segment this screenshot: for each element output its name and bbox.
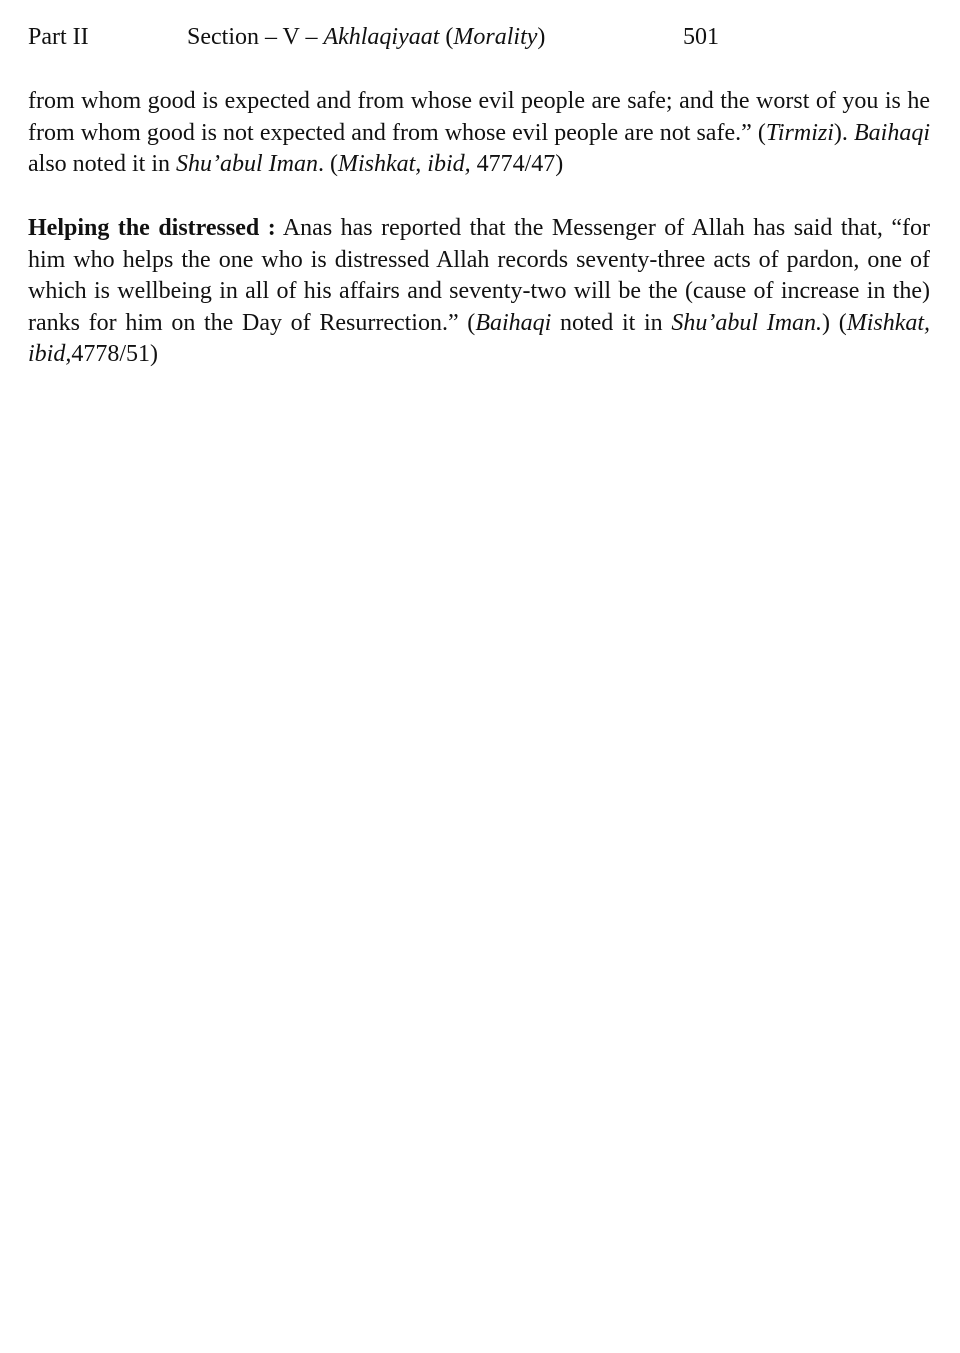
p1-text-d: . ( — [317, 151, 338, 177]
header-sub-close: ) — [537, 24, 546, 50]
header-section — [187, 22, 545, 52]
p2-text-c: ) ( — [822, 309, 847, 336]
header-sub-open: ( — [439, 24, 454, 50]
p2-text-d: 4778/51) — [71, 341, 159, 367]
header-section-title: Akhlaqiyaat — [323, 24, 440, 50]
paragraph-1 — [28, 86, 930, 181]
p1-text-e: 4774/47) — [470, 151, 564, 177]
running-header — [28, 22, 932, 52]
p1-cite-mishkat: Mishkat, ibid, — [337, 151, 471, 177]
p2-cite-mishkat: Mishkat, ibid, — [28, 309, 931, 367]
p2-cite-baihaqi: Baihaqi — [475, 309, 552, 336]
p2-heading: Helping the distressed : — [28, 215, 276, 241]
page-number: 501 — [683, 24, 719, 50]
header-part: Part II — [28, 24, 89, 50]
p2-cite-shuabul: Shu’abul Iman. — [671, 309, 823, 336]
paragraph-2 — [28, 213, 930, 371]
header-section-subtitle: Morality — [453, 24, 538, 50]
p1-cite-baihaqi: Baihaqi — [853, 119, 930, 146]
p1-text-b: ). — [833, 119, 854, 146]
header-section-prefix: Section – V – — [187, 24, 324, 50]
p2-text-a: Anas has reported that the Messenger of Allah has said that, “for him who helps the one who is distressed Allah records seventy-three acts of pardon, one of which is wellbeing in all of his affairs and seventy-two will be the (cause of increase in the) ranks for him on the Day of Resurrection.” ( — [28, 215, 930, 336]
p1-text-c: also noted it in — [28, 151, 176, 177]
p1-text-a: from whom good is expected and from whose evil people are safe; and the worst of you is he from whom good is not expected and from whose evil people are not safe.” ( — [28, 88, 930, 146]
p1-cite-tirmizi: Tirmizi — [765, 119, 834, 146]
p1-cite-shuabul: Shu’abul Iman — [175, 151, 318, 177]
p2-text-b: noted it in — [551, 309, 672, 336]
